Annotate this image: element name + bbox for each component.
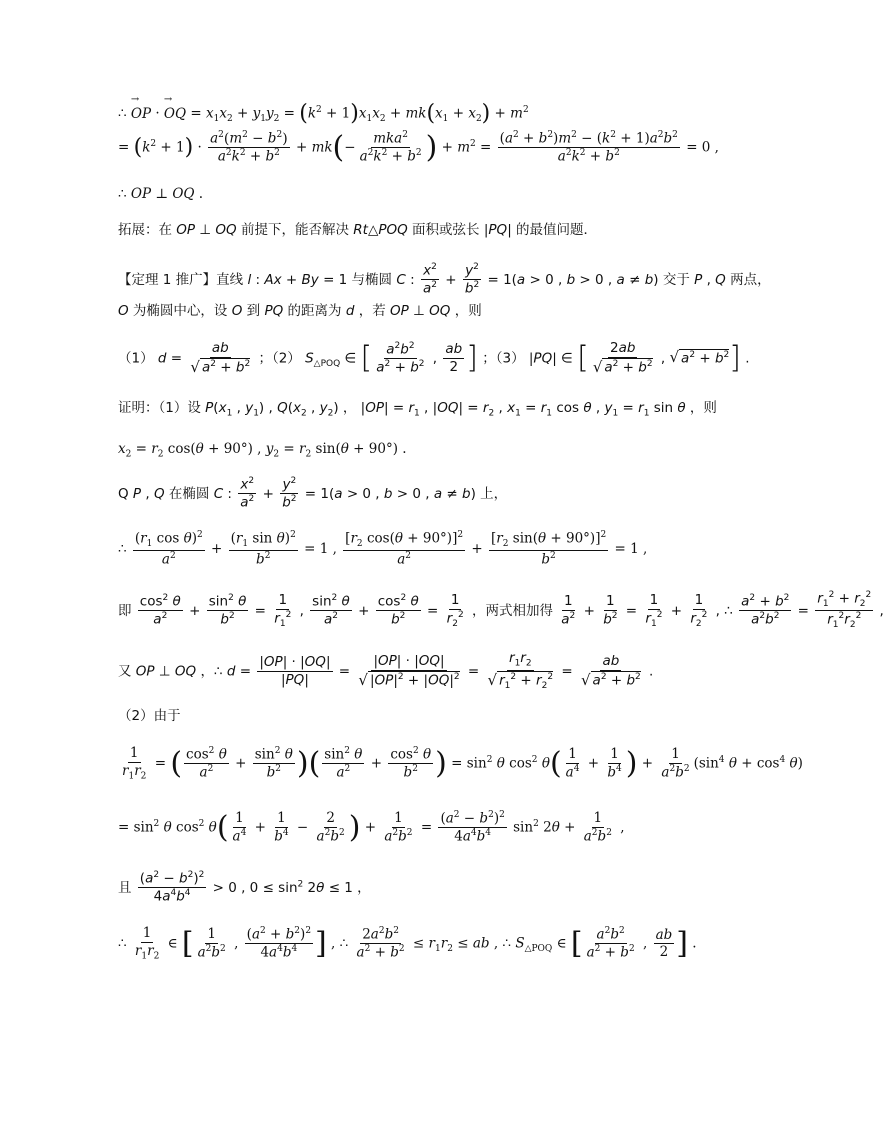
line-11: ∴ $\frac{(r_1 \cos \theta)^2}{a^2}$ + $\frac{(r_1 \sin \theta)^2}{b^2}$ = 1 , $\frac{[r_2 \cos(\theta + 90^\circ)]^2}{a^2}$ + $\frac{[r_2 \sin(\theta + 90^\circ)]^2}{b^2}$ = 1 , (118, 530, 648, 568)
line-2: = $(k^2 + 1)$ · $\frac{a^2(m^2 - b^2)}{a^2k^2 + b^2}$ + mk(− $\frac{mka^2}{a^2k^2 + b^2}$ ) + $m^2$ = $\frac{(a^2 + b^2)m^2 - (k^2 + 1)a^2b^2}{a^2k^2 + b^2}$ = 0 , (118, 129, 719, 165)
line-16: = $\sin^2 \theta$ $\cos^2 \theta$( $\frac{1}{a^4}$ + $\frac{1}{b^4}$ − $\frac{2}{a^2b^2}$ ) + $\frac{1}{a^2b^2}$ = $\frac{(a^2 - b^2)^2}{4a^4b^4}$ $\sin^2 2\theta$ + $\frac{1}{a^2b^2}$ , (118, 809, 625, 845)
line-10: Q P , Q 在椭圆 C : $\frac{x^2}{a^2}$ + $\frac{y^2}{b^2}$ = 1(a > 0 , b > 0 , a ≠ b) 上， (118, 476, 508, 511)
line-14: （2）由于 (118, 708, 181, 724)
line-4: 拓展：在 OP ⊥ OQ 前提下，能否解决 Rt△POQ 面积或弦长 |PQ| 的最值问题． (118, 222, 598, 238)
line-3: ∴ OP ⊥ OQ . (118, 186, 204, 202)
line-18: ∴ $\frac{1}{r_1r_2}$ ∈ [ $\frac{1}{a^2b^2}$ , $\frac{(a^2 + b^2)^2}{4a^4b^4}$ ] , ∴ $\frac{2a^2b^2}{a^2 + b^2}$ ≤ $r_1r_2$ ≤ ab , ∴ $S_{\triangle POQ}$ ∈ [ $\frac{a^2b^2}{a^2 + b^2}$ , $\frac{ab}{2}$ ] . (118, 925, 697, 962)
line-9: $x_2 = r_2$ cos(θ + 90°) , $y_2 = r_2$ sin(θ + 90°) . (118, 441, 407, 460)
line-5: 【定理 1 推广】直线 l : Ax + By = 1 与椭圆 C : $\frac{x^2}{a^2}$ + $\frac{y^2}{b^2}$ = 1(a > 0 , b > 0 , a ≠ b) 交于 P , Q 两点， (118, 262, 771, 297)
line-7: （1） d = ab √ $a^2 + b^2$ ；（2） $S_{\triangle POQ}$ ∈ [ $\frac{a^2b^2}{a^2 + b^2}$ , $\frac{ab}{2}$ ] ；（3） |PQ| ∈ [ 2ab √ $a^2 + b^2$ , √ $a^2 + b^2$] . (118, 340, 750, 377)
line-13: 又 OP ⊥ OQ ，∴ d = $\frac{|OP| \cdot |OQ|}{|PQ|}$ = |OP| · |OQ| √ $|OP|^2 + |OQ|^2$ = $r_1r_2$ √ $r_1^2 + r_2^2$ = ab √ $a^2 + b^2$ . (118, 650, 653, 693)
line-15: $\frac{1}{r_1r_2}$ = ( $\frac{\cos^2 \theta}{a^2}$ + $\frac{\sin^2 \theta}{b^2}$ )( $\frac{\sin^2 \theta}{a^2}$ + $\frac{\cos^2 \theta}{b^2}$ ) = $\sin^2 \theta$ $\cos^2 \theta$( $\frac{1}{a^4}$ + $\frac{1}{b^4}$ ) + $\frac{1}{a^2b^2}$ ($\sin^4$ $\theta + \cos^4 \theta$) (122, 745, 803, 782)
line-6: O 为椭圆中心，设 O 到 PQ 的距离为 d ，若 OP ⊥ OQ ，则 (118, 303, 482, 319)
line-12: 即 $\frac{\cos^2 \theta}{a^2}$ + $\frac{\sin^2 \theta}{b^2}$ = $\frac{1}{r_1^2}$ , $\frac{\sin^2 \theta}{a^2}$ + $\frac{\cos^2 \theta}{b^2}$ = $\frac{1}{r_2^2}$ ，两式相加得 $\frac{1}{a^2}$ + $\frac{1}{b^2}$ = $\frac{1}{r_1^2}$ + $\frac{1}{r_2^2}$ , ∴ $\frac{a^2 + b^2}{a^2b^2}$ = $\frac{r_1^2 + r_2^2}{r_1^2r_2^2}$ , (118, 590, 884, 631)
line-17: 且 $\frac{(a^2 - b^2)^2}{4a^4b^4}$ > 0 , $0 \le \sin^2 2\theta \le 1$ ， (118, 870, 371, 905)
line-8: 证明：（1）设 $P(x_1$ , $y_1$) , $Q(x_2$ , $y_2$) ， $|OP| = r_1$ , $|OQ| = r_2$ , $x_1 = r_1$ cos θ , $y_1 = r_1$ sin θ ，则 (118, 400, 717, 419)
line-1: ∴ → OP · → OQ = $x_1x_2 + y_1y_2 = (k^2 + 1)x_1x_2 + mk(x_1 + x_2) + m^2$ (118, 103, 529, 125)
